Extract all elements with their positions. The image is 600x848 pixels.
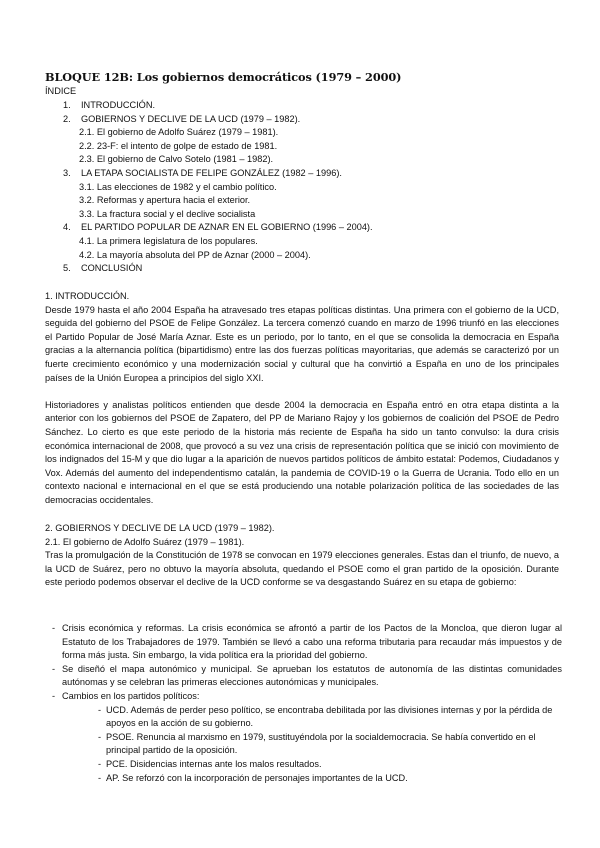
section-heading: 1. INTRODUCCIÓN. [45,291,130,301]
toc-item [45,221,565,235]
toc-subitem: 2.3. El gobierno de Calvo Sotelo (1981 – 1982). [79,154,274,165]
paragraph: Desde 1979 hasta el año 2004 España ha atravesado tres etapas políticas distintas. Una primera con el gobierno de la UCD, seguida del gobierno del PSOE de Felipe González. La tercera comenzó cuando en marzo de 1996 triunfó en las elecciones el Partido Popular de José María Aznar. Este es un periodo, por lo tanto, en el que se consolida la democracia en España gracias a la alternancia política (bipartidismo) entre las dos fuerzas políticas mayoritarias, que además se caracterizó por un fuerte crecimiento económico y una modernización social y cultural que ha convirtió a España en uno de los principales países de la Unión Europea a principios del siglo XXI. [45,304,559,383]
table-of-contents [45,99,565,276]
toc-subitem: 2.2. 23-F: el intento de golpe de estado de 1981. [79,140,278,151]
list-item-text: - Crisis económica y reformas. La crisis económica se afrontó a partir de los Pactos de la Moncloa, que dieron lugar al Estatuto de los Trabajadores de 1979. También se llevó a cabo una reforma tributaria para recaudar más impuestos y de forma más justa. Sin embargo, la vida política era la prioridad del gobierno. [62,623,562,661]
toc-text: CONCLUSIÓN [81,263,143,274]
toc-item [45,113,565,127]
list-item: - AP. Se reforzó con la incorporación de personajes importantes de la UCD. [98,772,562,786]
paragraph: Tras la promulgación de la Constitución de 1978 se convocan en 1979 elecciones generales. Estas dan el triunfo, de nuevo, a la UCD de Suárez, pero no obtuvo la mayoría absoluta, quedando el PSOE como el gran partido de la oposición. Durante este periodo podemos observar el declive de la UCD conforme se va desgastando Suárez en su etapa de gobierno: [45,550,559,588]
toc-subitem: 3.1. Las elecciones de 1982 y el cambio político. [79,181,277,192]
subsection-heading: 2.1. El gobierno de Adolfo Suárez (1979 – 1981). [45,536,245,547]
toc-subitem: 3.2. Reformas y apertura hacia el exterior. [79,195,251,206]
toc-text: LA ETAPA SOCIALISTA DE FELIPE GONZÁLEZ (1982 – 1996). [81,167,342,178]
toc-text: EL PARTIDO POPULAR DE AZNAR EN EL GOBIERNO (1996 – 2004). [81,222,373,233]
bullet-list [52,622,562,785]
list-item [52,690,562,785]
toc-subitem: 4.2. La mayoría absoluta del PP de Aznar (2000 – 2004). [79,249,311,260]
list-item-text: - Se diseñó el mapa autonómico y municipal. Se aprueban los estatutos de autonomía de las distintas comunidades autónomas y se celebran las primeras elecciones autonómicas y municipales. [62,663,562,688]
toc-subitem: 4.1. La primera legislatura de los populares. [79,235,258,246]
index-label: ÍNDICE [45,86,77,96]
paragraph: Historiadores y analistas políticos entienden que desde 2004 la democracia en España entró en otra etapa distinta a la anterior con los gobiernos del PSOE de Zapatero, del PP de Mariano Rajoy y los gobiernos de coalición del PSOE de Pedro Sánchez. Lo cierto es que este periodo de la historia más reciente de España ha sido un tanto convulso: la dura crisis económica internacional de 2008, que provocó a su vez una crisis de representación política que se inició con movimiento de los indignados del 15-M y que dio lugar a la aparición de nuevos partidos políticos de ámbito estatal: Podemos, Ciudadanos y Vox. Además del aumento del independentismo catalán, la pandemia de COVID-19 o la Guerra de Ucrania. Todo ello en un contexto nacional e internacional en el que se está produciendo una notable polarización política de las sociedades de las democracias occidentales. [45,399,559,505]
list-item: - PSOE. Renuncia al marxismo en 1979, sustituyéndola por la socialdemocracia. Se había convertido en el principal partido de la oposición. [98,731,562,758]
toc-number: 5. [63,263,71,274]
toc-text: INTRODUCCIÓN. [81,100,156,110]
list-item [52,622,562,663]
list-item: - PCE. Disidencias internas ante los malos resultados. [98,758,562,772]
toc-number: 3. [63,167,71,178]
list-item: - UCD. Además de perder peso político, se encontraba debilitada por las divisiones internas y por la pérdida de apoyos en la acción de su gobierno. [98,704,562,731]
toc-item [45,167,565,181]
toc-subitem: 3.3. La fractura social y el declive socialista [79,208,256,219]
toc-item [45,262,565,276]
list-item [52,663,562,690]
toc-item [45,99,565,113]
toc-number: 2. [63,113,71,124]
section-heading: 2. GOBIERNOS Y DECLIVE DE LA UCD (1979 – 1982). [45,523,275,533]
toc-number: 1. [63,100,71,110]
toc-subitem: 2.1. El gobierno de Adolfo Suárez (1979 – 1981). [79,127,279,138]
document-title: BLOQUE 12B: Los gobiernos democráticos (1979 – 2000) [45,70,402,84]
sub-bullet-list [62,704,562,786]
section-2 [45,522,559,590]
intro-section [45,290,559,508]
toc-number: 4. [63,222,71,233]
toc-text: GOBIERNOS Y DECLIVE DE LA UCD (1979 – 1982). [81,113,301,124]
list-item-text: - Cambios en los partidos políticos: [62,690,200,701]
